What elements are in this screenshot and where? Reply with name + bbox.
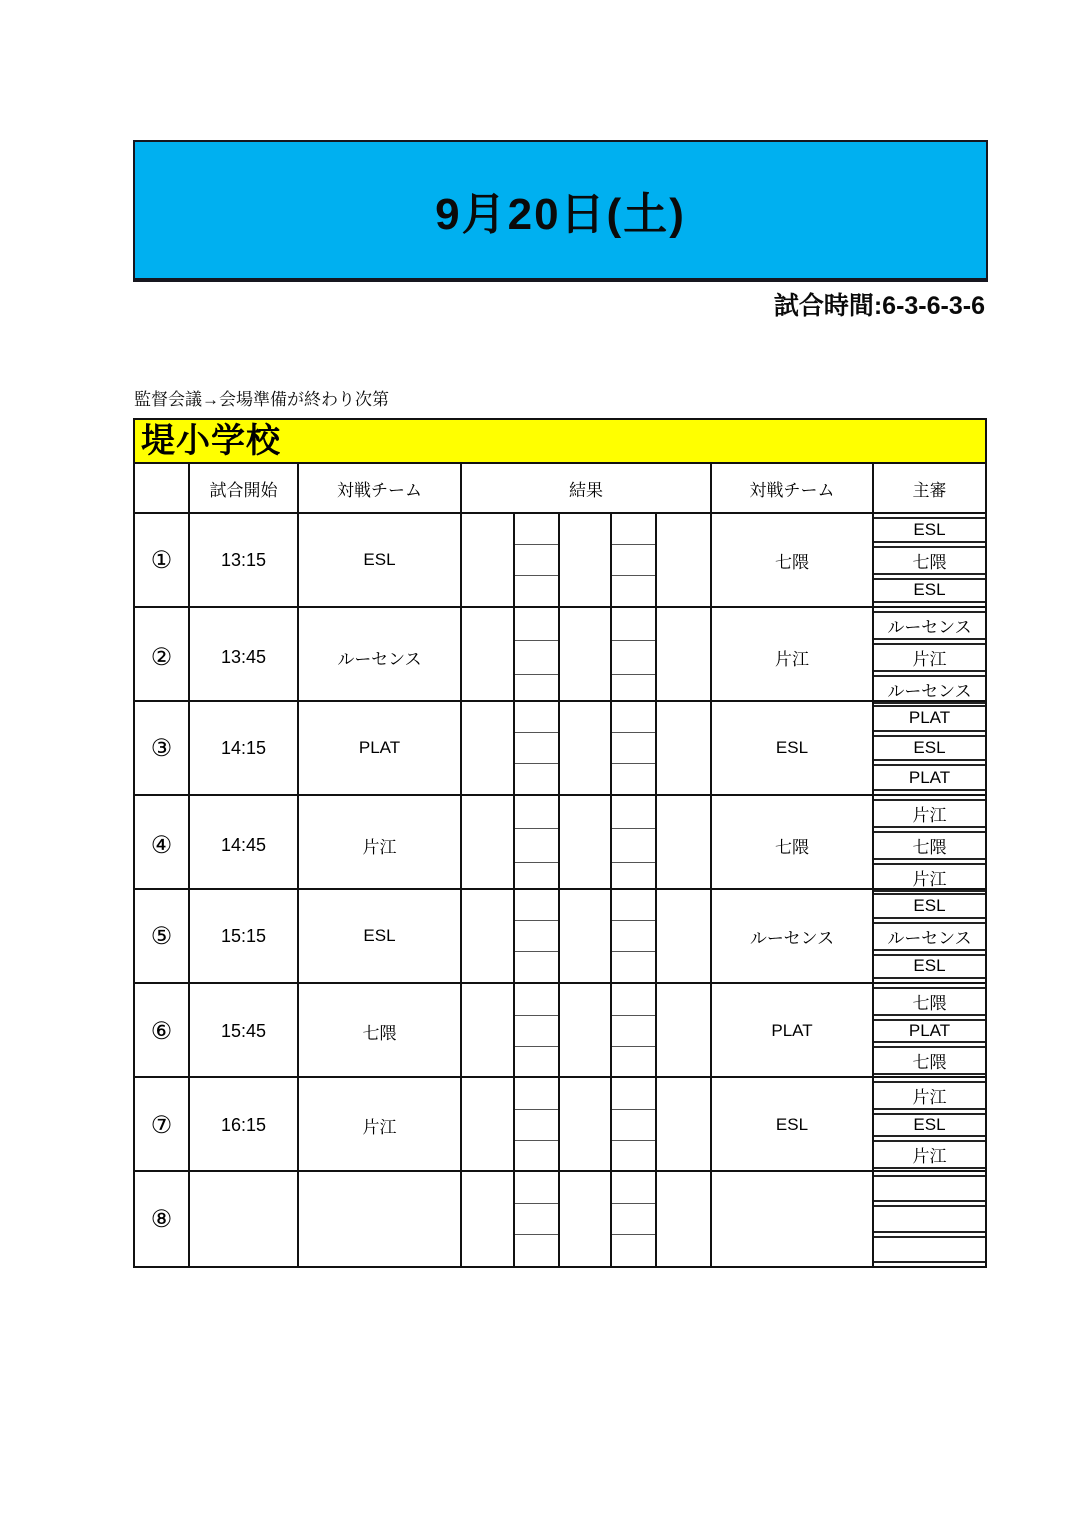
score-boxes-right: [612, 514, 657, 606]
referee-cell: [874, 514, 985, 606]
match-number: ⑥: [135, 984, 190, 1078]
score-box: [612, 952, 655, 982]
venue-name: 堤小学校: [141, 422, 281, 460]
result-cell-center: [560, 796, 612, 895]
score-box: [515, 1110, 558, 1142]
team-left: PLAT: [299, 702, 462, 794]
score-box: [515, 702, 558, 733]
result-cell-center: [560, 608, 612, 707]
table-body: [135, 514, 985, 1266]
score-box: [612, 576, 655, 606]
referee-box: ルーセンス: [874, 611, 985, 640]
score-boxes-right: [612, 702, 657, 794]
referee-box: ESL: [874, 735, 985, 762]
score-box: [612, 796, 655, 829]
match-start-time: 14:15: [190, 702, 299, 794]
referee-box: 片江: [874, 1140, 985, 1169]
match-number: ①: [135, 514, 190, 606]
header-team-right: 対戦チーム: [712, 464, 874, 512]
score-boxes-right: [612, 984, 657, 1078]
referee-box: ESL: [874, 1113, 985, 1137]
score-boxes-left: [515, 890, 560, 982]
score-boxes-left: [515, 608, 560, 707]
referee-box: ESL: [874, 893, 985, 919]
match-start-time: 13:15: [190, 514, 299, 606]
result-cell-right: [657, 702, 712, 794]
result-cell-left: [462, 702, 515, 794]
result-cell-left: [462, 796, 515, 895]
score-boxes-left: [515, 984, 560, 1078]
referee-box: ESL: [874, 578, 985, 604]
match-row: [135, 1172, 985, 1266]
score-box: [612, 1204, 655, 1236]
meeting-note: 監督会議→会場準備が終わり次第: [134, 390, 389, 409]
score-boxes-right: [612, 796, 657, 895]
score-box: [515, 608, 558, 641]
match-number: ④: [135, 796, 190, 895]
referee-box: [874, 1236, 985, 1263]
score-boxes-right: [612, 890, 657, 982]
score-box: [515, 1141, 558, 1172]
referee-cell: [874, 1172, 985, 1266]
result-cell-right: [657, 1172, 712, 1266]
result-cell-left: [462, 984, 515, 1078]
result-cell-center: [560, 514, 612, 606]
referee-box: [874, 1175, 985, 1202]
score-box: [612, 733, 655, 764]
result-cell-center: [560, 984, 612, 1078]
score-box: [612, 1141, 655, 1172]
referee-box: ルーセンス: [874, 922, 985, 951]
referee-cell: [874, 1078, 985, 1172]
team-right: ルーセンス: [712, 890, 874, 982]
match-start-time: 14:45: [190, 796, 299, 895]
team-left: ESL: [299, 890, 462, 982]
match-row: [135, 514, 985, 608]
team-left: 七隈: [299, 984, 462, 1078]
referee-box: PLAT: [874, 705, 985, 732]
score-box: [612, 1016, 655, 1048]
match-number: ⑦: [135, 1078, 190, 1172]
score-box: [515, 984, 558, 1016]
score-box: [515, 829, 558, 862]
score-box: [612, 921, 655, 952]
referee-box: ルーセンス: [874, 675, 985, 704]
score-box: [612, 545, 655, 576]
referee-box: 片江: [874, 1081, 985, 1110]
score-box: [515, 1016, 558, 1048]
result-cell-right: [657, 608, 712, 707]
score-box: [515, 1204, 558, 1236]
team-left: 片江: [299, 1078, 462, 1172]
result-cell-center: [560, 890, 612, 982]
match-number: ②: [135, 608, 190, 707]
referee-cell: [874, 796, 985, 895]
header-referee: 主審: [912, 480, 947, 500]
header-num-cell: [135, 464, 190, 512]
team-right: [712, 1172, 874, 1266]
match-row: [135, 796, 985, 890]
match-number: ⑤: [135, 890, 190, 982]
match-start-time: 15:15: [190, 890, 299, 982]
header-start-time: 試合開始: [190, 464, 299, 512]
score-box: [515, 952, 558, 982]
team-left: 片江: [299, 796, 462, 895]
score-box: [515, 890, 558, 921]
result-cell-left: [462, 890, 515, 982]
result-cell-center: [560, 1172, 612, 1266]
date-banner: [133, 140, 988, 282]
score-box: [612, 1110, 655, 1142]
score-box: [515, 921, 558, 952]
result-cell-left: [462, 1078, 515, 1172]
score-box: [612, 764, 655, 794]
referee-cell: [874, 608, 985, 707]
referee-box: 七隈: [874, 1046, 985, 1075]
referee-box: 七隈: [874, 831, 985, 860]
team-right: PLAT: [712, 984, 874, 1078]
header-team-left: 対戦チーム: [299, 464, 462, 512]
referee-cell: [874, 702, 985, 794]
score-boxes-left: [515, 1172, 560, 1266]
team-right: ESL: [712, 702, 874, 794]
referee-box: 片江: [874, 799, 985, 828]
result-cell-right: [657, 796, 712, 895]
result-cell-center: [560, 1078, 612, 1172]
score-box: [515, 1047, 558, 1078]
match-number: ⑧: [135, 1172, 190, 1266]
venue-header: [135, 420, 985, 464]
match-time-note: 試合時間:6-3-6-3-6: [773, 292, 985, 320]
score-box: [515, 796, 558, 829]
score-box: [515, 1235, 558, 1266]
score-box: [515, 1172, 558, 1204]
match-row: [135, 1078, 985, 1172]
score-boxes-left: [515, 1078, 560, 1172]
team-right: 七隈: [712, 514, 874, 606]
referee-box: ESL: [874, 954, 985, 980]
score-boxes-right: [612, 1078, 657, 1172]
score-box: [612, 984, 655, 1016]
result-cell-left: [462, 608, 515, 707]
score-boxes-left: [515, 514, 560, 606]
team-right: ESL: [712, 1078, 874, 1172]
match-start-time: [190, 1172, 299, 1266]
referee-box: 片江: [874, 863, 985, 892]
referee-box: ESL: [874, 517, 985, 543]
score-boxes-left: [515, 702, 560, 794]
table-header-row: [135, 464, 985, 514]
score-box: [515, 764, 558, 794]
referee-box: PLAT: [874, 1019, 985, 1043]
score-box: [612, 890, 655, 921]
score-box: [612, 1078, 655, 1110]
match-row: [135, 702, 985, 796]
header-result: 結果: [462, 464, 712, 512]
score-boxes-right: [612, 608, 657, 707]
match-start-time: 15:45: [190, 984, 299, 1078]
referee-cell: [874, 984, 985, 1078]
match-start-time: 13:45: [190, 608, 299, 707]
result-cell-center: [560, 702, 612, 794]
schedule-table: [133, 418, 987, 1268]
result-cell-left: [462, 1172, 515, 1266]
score-box: [612, 1172, 655, 1204]
score-box: [612, 514, 655, 545]
score-box: [515, 641, 558, 674]
score-boxes-left: [515, 796, 560, 895]
score-box: [515, 733, 558, 764]
score-box: [515, 576, 558, 606]
team-right: 片江: [712, 608, 874, 707]
referee-box: 七隈: [874, 987, 985, 1016]
score-box: [612, 1047, 655, 1078]
result-cell-right: [657, 890, 712, 982]
team-right: 七隈: [712, 796, 874, 895]
referee-box: 片江: [874, 643, 985, 672]
result-cell-right: [657, 984, 712, 1078]
score-box: [612, 641, 655, 674]
score-box: [612, 829, 655, 862]
team-left: ルーセンス: [299, 608, 462, 707]
result-cell-right: [657, 1078, 712, 1172]
date-title: 9月20日(土): [435, 190, 686, 239]
referee-cell: [874, 890, 985, 982]
result-cell-right: [657, 514, 712, 606]
team-left: ESL: [299, 514, 462, 606]
result-cell-left: [462, 514, 515, 606]
score-box: [612, 702, 655, 733]
referee-box: 七隈: [874, 546, 985, 575]
referee-box: PLAT: [874, 764, 985, 791]
match-start-time: 16:15: [190, 1078, 299, 1172]
match-row: [135, 608, 985, 702]
match-number: ③: [135, 702, 190, 794]
team-left: [299, 1172, 462, 1266]
referee-box: [874, 1205, 985, 1232]
score-box: [515, 545, 558, 576]
score-box: [515, 514, 558, 545]
score-box: [515, 1078, 558, 1110]
match-row: [135, 984, 985, 1078]
match-row: [135, 890, 985, 984]
score-box: [612, 1235, 655, 1266]
score-boxes-right: [612, 1172, 657, 1266]
score-box: [612, 608, 655, 641]
